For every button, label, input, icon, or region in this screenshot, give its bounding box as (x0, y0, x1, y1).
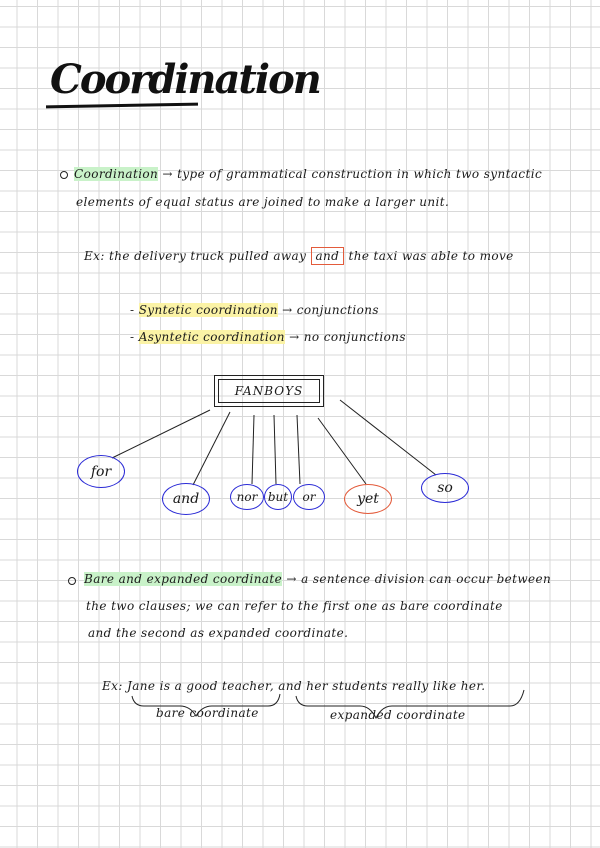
bare-expanded-line-2: the two clauses; we can refer to the first one as bare coordinate (86, 599, 503, 613)
example-after: the taxi was able to move (348, 249, 514, 263)
bullet-icon (68, 577, 76, 585)
term-syntetic: Syntetic coordination (138, 303, 278, 317)
bare-expanded-line-1: Bare and expanded coordinate → a sentence division can occur between (84, 572, 552, 586)
conjunction-or: or (293, 484, 325, 510)
arrow-icon: → (282, 303, 293, 317)
arrow-icon: → (286, 572, 297, 586)
page-title: Coordination (50, 56, 320, 103)
term-asyntetic: Asyntetic coordination (138, 330, 285, 344)
conjunction-yet: yet (344, 484, 392, 514)
type-asyntetic: - Asyntetic coordination → no conjunctions (130, 330, 406, 344)
example-label: Ex: (84, 249, 105, 263)
term-coordination: Coordination (74, 167, 159, 181)
example-2 (102, 679, 485, 693)
example-expanded-clause: and her students really like her. (278, 679, 486, 693)
definition-line-2: elements of equal status are joined to make a larger unit. (76, 195, 450, 209)
label-bare-coordinate: bare coordinate (156, 706, 259, 720)
bare-expanded-line-3: and the second as expanded coordinate. (88, 626, 349, 640)
fanboys-label: FANBOYS (218, 379, 320, 403)
example-bare-clause: Jane is a good teacher, (127, 679, 275, 693)
term-bare-expanded: Bare and expanded coordinate (84, 572, 283, 586)
conjunction-nor: nor (230, 484, 264, 510)
example-conjunction: and (311, 247, 345, 265)
conjunction-and: and (162, 483, 210, 515)
conjunction-so: so (421, 473, 469, 503)
example-before: the delivery truck pulled away (109, 249, 307, 263)
conjunction-but: but (264, 484, 292, 510)
example-label: Ex: (102, 679, 123, 693)
definition-text: type of grammatical construction in which two syntactic (177, 167, 543, 181)
type-syntetic: - Syntetic coordination → conjunctions (130, 303, 379, 317)
arrow-icon: → (162, 167, 173, 181)
conjunction-for: for (77, 455, 125, 488)
label-expanded-coordinate: expanded coordinate (330, 708, 466, 722)
arrow-icon: → (289, 330, 300, 344)
